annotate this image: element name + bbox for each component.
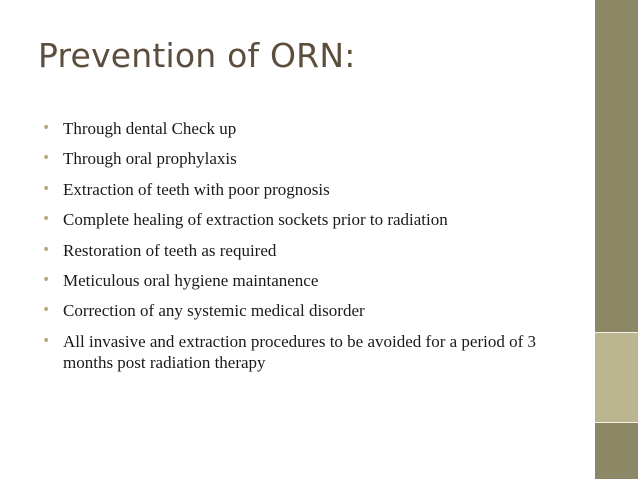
sidebar-bottom-block xyxy=(595,423,638,479)
slide-title: Prevention of ORN: xyxy=(38,36,356,75)
bullet-icon: • xyxy=(42,241,51,258)
bullet-item xyxy=(42,331,582,373)
sidebar-top-block xyxy=(595,0,638,333)
bullet-item xyxy=(42,148,582,169)
bullet-icon: • xyxy=(42,332,51,349)
bullet-text: All invasive and extraction procedures to be avoided for a period of 3 months post radiation therapy xyxy=(63,331,537,372)
bullet-text: Meticulous oral hygiene maintanence xyxy=(63,270,319,290)
bullet-item xyxy=(42,270,582,291)
bullet-icon: • xyxy=(42,150,51,167)
bullet-text: Correction of any systemic medical disorder xyxy=(63,301,365,321)
bullet-icon: • xyxy=(42,302,51,319)
bullet-icon: • xyxy=(42,120,51,136)
bullet-item xyxy=(42,300,582,321)
sidebar-accent-block xyxy=(595,333,638,423)
bullet-text: Through dental Check up xyxy=(63,119,237,138)
bullet-icon: • xyxy=(42,180,51,197)
bullet-text: Through oral prophylaxis xyxy=(63,149,237,169)
bullet-text: Restoration of teeth as required xyxy=(63,240,277,260)
decorative-sidebar xyxy=(595,0,638,479)
bullet-icon: • xyxy=(42,211,51,228)
bullet-item xyxy=(42,118,582,139)
bullet-icon: • xyxy=(42,271,51,288)
bullet-item xyxy=(42,240,582,261)
bullet-text: Extraction of teeth with poor prognosis xyxy=(63,179,330,199)
bullet-item xyxy=(42,209,582,230)
bullet-text: Complete healing of extraction sockets prior to radiation xyxy=(63,210,448,230)
bullet-item xyxy=(42,179,582,200)
bullet-list xyxy=(42,118,582,382)
